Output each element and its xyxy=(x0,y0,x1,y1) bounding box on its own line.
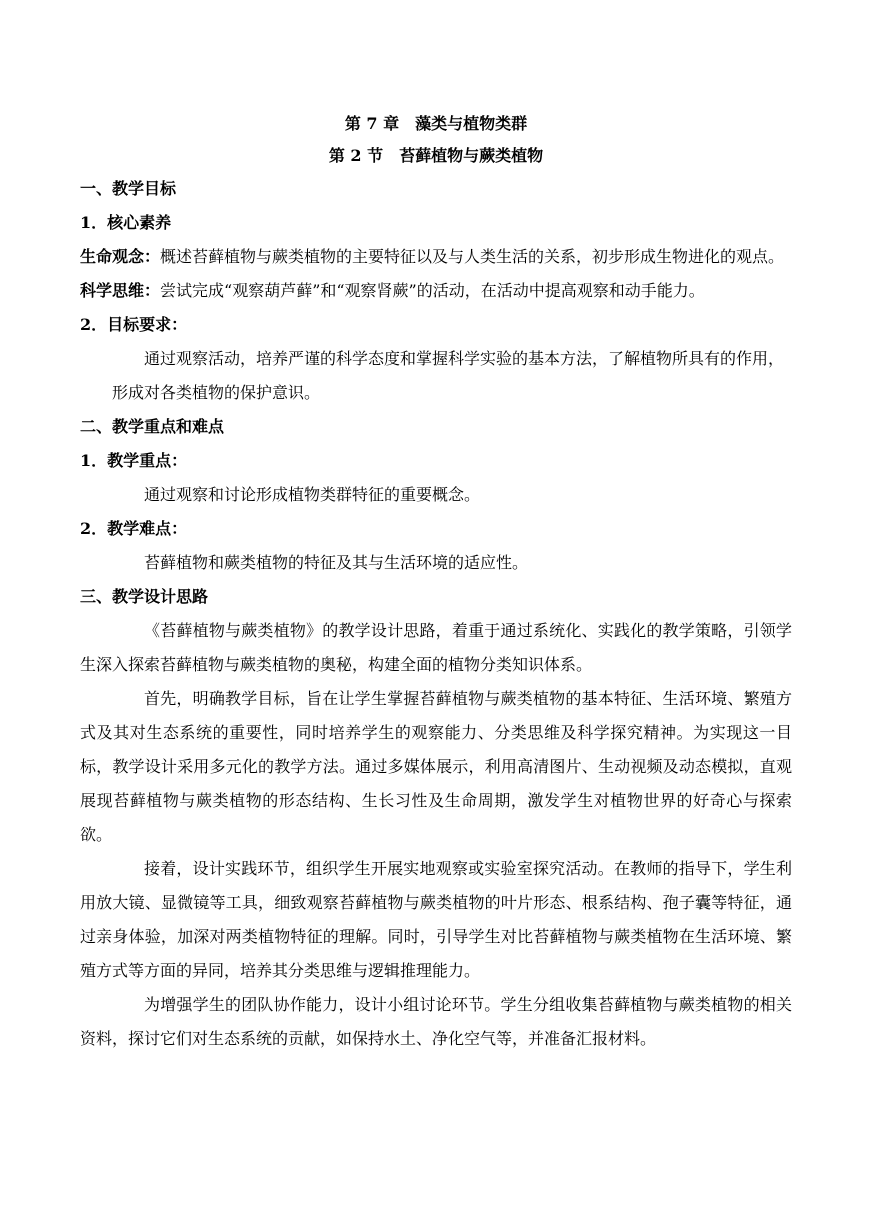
teaching-difficulty-heading: 2．教学难点： xyxy=(80,519,188,538)
teaching-difficulty-text: 苔藓植物和蕨类植物的特征及其与生活环境的适应性。 xyxy=(144,553,529,572)
document-page xyxy=(80,108,792,1056)
life-concept-paragraph xyxy=(80,240,792,274)
core-literacy-heading: 1．核心素养 xyxy=(80,213,172,232)
goal-requirements-heading: 2．目标要求： xyxy=(80,315,188,334)
key-points-heading: 二、教学重点和难点 xyxy=(80,417,225,436)
design-paragraph-1: 《苔藓植物与蕨类植物》的教学设计思路，着重于通过系统化、实践化的教学策略，引领学生深入探索苔藓植物与蕨类植物的奥秘，构建全面的植物分类知识体系。 xyxy=(80,621,792,674)
design-heading: 三、教学设计思路 xyxy=(80,587,209,606)
scientific-thinking-label: 科学思维： xyxy=(80,281,161,300)
design-paragraph-4: 为增强学生的团队协作能力，设计小组讨论环节。学生分组收集苔藓植物与蕨类植物的相关资料，探讨它们对生态系统的贡献，如保持水土、净化空气等，并准备汇报材料。 xyxy=(80,995,792,1048)
scientific-thinking-paragraph xyxy=(80,274,792,308)
teaching-focus-text: 通过观察和讨论形成植物类群特征的重要概念。 xyxy=(144,485,481,504)
goals-heading: 一、教学目标 xyxy=(80,179,177,198)
design-paragraph-2: 首先，明确教学目标，旨在让学生掌握苔藓植物与蕨类植物的基本特征、生活环境、繁殖方式及其对生态系统的重要性，同时培养学生的观察能力、分类思维及科学探究精神。为实现这一目标，教学设计采用多元化的教学方法。通过多媒体展示，利用高清图片、生动视频及动态模拟，直观展现苔藓植物与蕨类植物的形态结构、生长习性及生命周期，激发学生对植物世界的好奇心与探索欲。 xyxy=(80,689,792,844)
chapter-title: 第 7 章 藻类与植物类群 xyxy=(344,114,528,133)
scientific-thinking-text: 尝试完成“观察葫芦藓”和“观察肾蕨”的活动，在活动中提高观察和动手能力。 xyxy=(160,281,705,300)
goal-requirements-text: 通过观察活动，培养严谨的科学态度和掌握科学实验的基本方法，了解植物所具有的作用，形成对各类植物的保护意识。 xyxy=(112,349,785,402)
life-concept-label: 生命观念： xyxy=(80,247,161,266)
teaching-focus-heading: 1．教学重点： xyxy=(80,451,188,470)
section-title: 第 2 节 苔藓植物与蕨类植物 xyxy=(328,146,544,165)
design-paragraph-3: 接着，设计实践环节，组织学生开展实地观察或实验室探究活动。在教师的指导下，学生利用放大镜、显微镜等工具，细致观察苔藓植物与蕨类植物的叶片形态、根系结构、孢子囊等特征，通过亲身体验，加深对两类植物特征的理解。同时，引导学生对比苔藓植物与蕨类植物在生活环境、繁殖方式等方面的异同，培养其分类思维与逻辑推理能力。 xyxy=(80,859,792,980)
life-concept-text: 概述苔藓植物与蕨类植物的主要特征以及与人类生活的关系，初步形成生物进化的观点。 xyxy=(160,247,785,266)
